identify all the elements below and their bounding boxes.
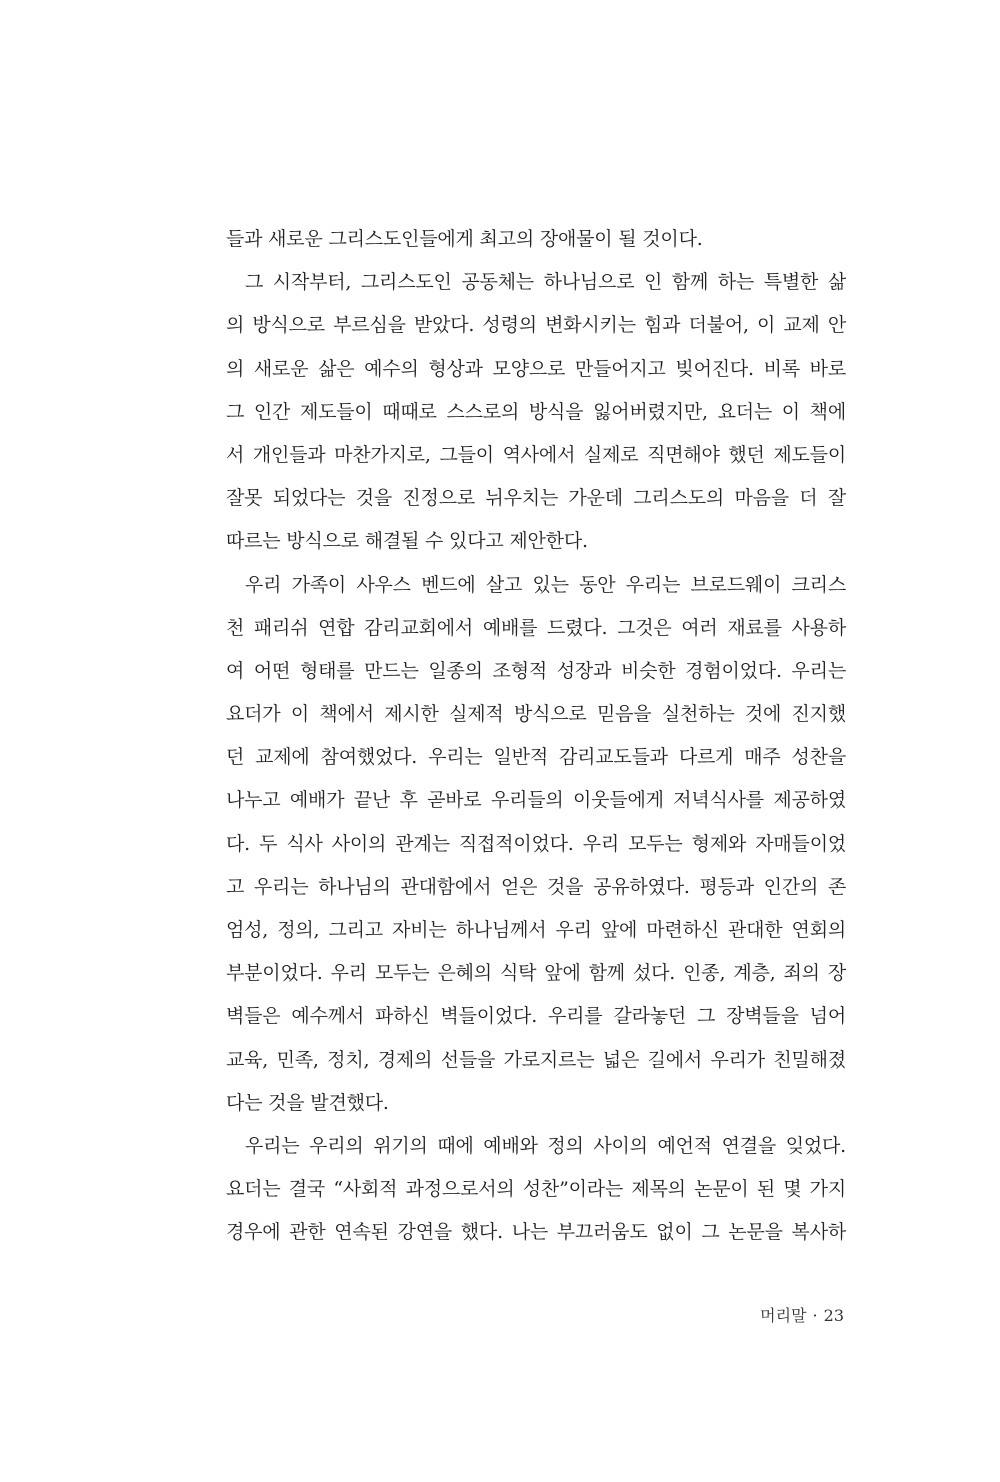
text-line: 고 우리는 하나님의 관대함에서 얻은 것을 공유하였다. 평등과 인간의 존 [226, 875, 846, 898]
text-line: 엄성, 정의, 그리고 자비는 하나님께서 우리 앞에 마련하신 관대한 연회의 [226, 919, 846, 941]
page-number: 23 [823, 1306, 844, 1325]
text-line: 나누고 예배가 끝난 후 곧바로 우리들의 이웃들에게 저녁식사를 제공하였 [226, 789, 846, 812]
text-line: 들과 새로운 그리스도인들에게 최고의 장애물이 될 것이다. [226, 228, 703, 250]
body-text [226, 218, 846, 1255]
text-line: 의 새로운 삶은 예수의 형상과 모양으로 만들어지고 빚어진다. 비록 바로 [226, 357, 846, 380]
footer-section-title: 머리말 [760, 1306, 807, 1325]
text-line: 우리 가족이 사우스 벤드에 살고 있는 동안 우리는 브로드웨이 크리스 [245, 573, 846, 596]
text-line: 벽들은 예수께서 파하신 벽들이었다. 우리를 갈라놓던 그 장벽들을 넘어 [226, 1005, 846, 1028]
text-line: 천 패리쉬 연합 감리교회에서 예배를 드렸다. 그것은 여러 재료를 사용하 [226, 616, 846, 639]
text-line: 경우에 관한 연속된 강연을 했다. 나는 부끄러움도 없이 그 논문을 복사하 [226, 1221, 846, 1244]
text-line: 의 방식으로 부르심을 받았다. 성령의 변화시키는 힘과 더불어, 이 교제 안 [226, 314, 846, 337]
text-line: 서 개인들과 마찬가지로, 그들이 역사에서 실제로 직면해야 했던 제도들이 [226, 443, 846, 466]
text-line: 그 인간 제도들이 때때로 스스로의 방식을 잃어버렸지만, 요더는 이 책에 [226, 400, 846, 423]
footer-separator: · [812, 1306, 818, 1325]
text-line: 교육, 민족, 정치, 경제의 선들을 가로지르는 넓은 길에서 우리가 친밀해졌 [226, 1048, 846, 1071]
text-line: 다는 것을 발견했다. [226, 1091, 389, 1114]
text-line: 그 시작부터, 그리스도인 공동체는 하나님으로 인 함께 하는 특별한 삶 [245, 271, 846, 294]
page-footer [760, 1303, 844, 1326]
text-line: 우리는 우리의 위기의 때에 예배와 정의 사이의 예언적 연결을 잊었다. [245, 1134, 846, 1157]
text-line: 잘못 되었다는 것을 진정으로 뉘우치는 가운데 그리스도의 마음을 더 잘 [226, 487, 846, 510]
text-line: 여 어떤 형태를 만드는 일종의 조형적 성장과 비슷한 경험이었다. 우리는 [226, 659, 846, 682]
text-line: 요더는 결국 “사회적 과정으로서의 성찬”이라는 제목의 논문이 된 몇 가지 [226, 1178, 846, 1201]
text-line: 부분이었다. 우리 모두는 은혜의 식탁 앞에 함께 섰다. 인종, 계층, 죄의 장 [226, 962, 846, 985]
text-line: 다. 두 식사 사이의 관계는 직접적이었다. 우리 모두는 형제와 자매들이었 [226, 832, 846, 855]
text-line: 던 교제에 참여했었다. 우리는 일반적 감리교도들과 다르게 매주 성찬을 [226, 746, 846, 769]
text-line: 따르는 방식으로 해결될 수 있다고 제안한다. [226, 530, 588, 553]
text-line: 요더가 이 책에서 제시한 실제적 방식으로 믿음을 실천하는 것에 진지했 [226, 703, 846, 726]
